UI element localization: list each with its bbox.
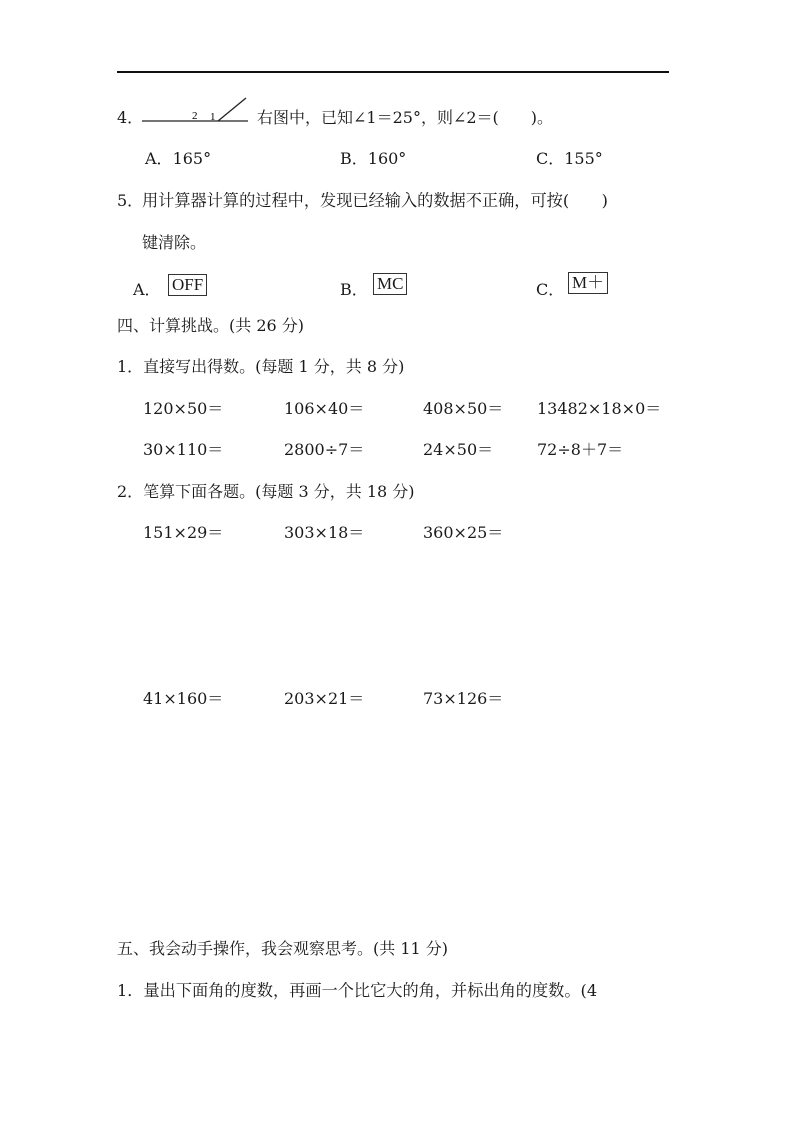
written-calc-item: 203×21＝ xyxy=(284,689,365,708)
q4-option-c: C．155° xyxy=(536,149,603,168)
oral-calc-item: 13482×18×0＝ xyxy=(537,399,662,418)
q4-number: 4． xyxy=(117,108,144,127)
oral-calc-item: 106×40＝ xyxy=(284,399,365,418)
off-key-box: OFF xyxy=(168,274,207,296)
q5-line1: 用计算器计算的过程中，发现已经输入的数据不正确，可按( ) xyxy=(142,191,608,210)
q4-option-a: A．165° xyxy=(145,149,212,168)
section4-q1-title: 1．直接写出得数。(每题 1 分，共 8 分) xyxy=(117,357,405,376)
section5-title: 五、我会动手操作，我会观察思考。(共 11 分) xyxy=(117,939,449,958)
oral-calc-item: 120×50＝ xyxy=(143,399,224,418)
header-rule xyxy=(117,71,669,73)
mc-key-box: MC xyxy=(373,273,407,295)
angle-2-label: 2 xyxy=(192,110,198,122)
q5-option-c-letter: C． xyxy=(536,280,565,299)
oral-calc-item: 72÷8＋7＝ xyxy=(537,440,624,459)
written-calc-item: 41×160＝ xyxy=(143,689,224,708)
angle-slant-line xyxy=(218,98,246,121)
q5-number: 5． xyxy=(117,191,144,210)
section4-title: 四、计算挑战。(共 26 分) xyxy=(117,316,305,335)
q5-line2: 键清除。 xyxy=(142,233,207,252)
written-calc-item: 73×126＝ xyxy=(423,689,504,708)
oral-calc-item: 30×110＝ xyxy=(143,440,224,459)
q5-option-b-letter: B． xyxy=(340,280,368,299)
section5-q1: 1．量出下面角的度数，再画一个比它大的角，并标出角的度数。(4 xyxy=(117,981,598,1000)
oral-calc-item: 408×50＝ xyxy=(423,399,504,418)
written-calc-item: 303×18＝ xyxy=(284,523,365,542)
q4-text: 右图中，已知∠1＝25°，则∠2＝( )。 xyxy=(257,108,554,127)
oral-calc-item: 24×50＝ xyxy=(423,440,494,459)
written-calc-item: 360×25＝ xyxy=(423,523,504,542)
oral-calc-item: 2800÷7＝ xyxy=(284,440,365,459)
m-plus-key-box: M＋ xyxy=(568,272,608,294)
q4-option-b: B．160° xyxy=(340,149,407,168)
angle-1-label: 1 xyxy=(210,111,216,123)
section4-q2-title: 2．笔算下面各题。(每题 3 分，共 18 分) xyxy=(117,482,415,501)
q5-option-a-letter: A． xyxy=(133,280,161,299)
written-calc-item: 151×29＝ xyxy=(143,523,224,542)
angle-figure xyxy=(142,95,252,125)
